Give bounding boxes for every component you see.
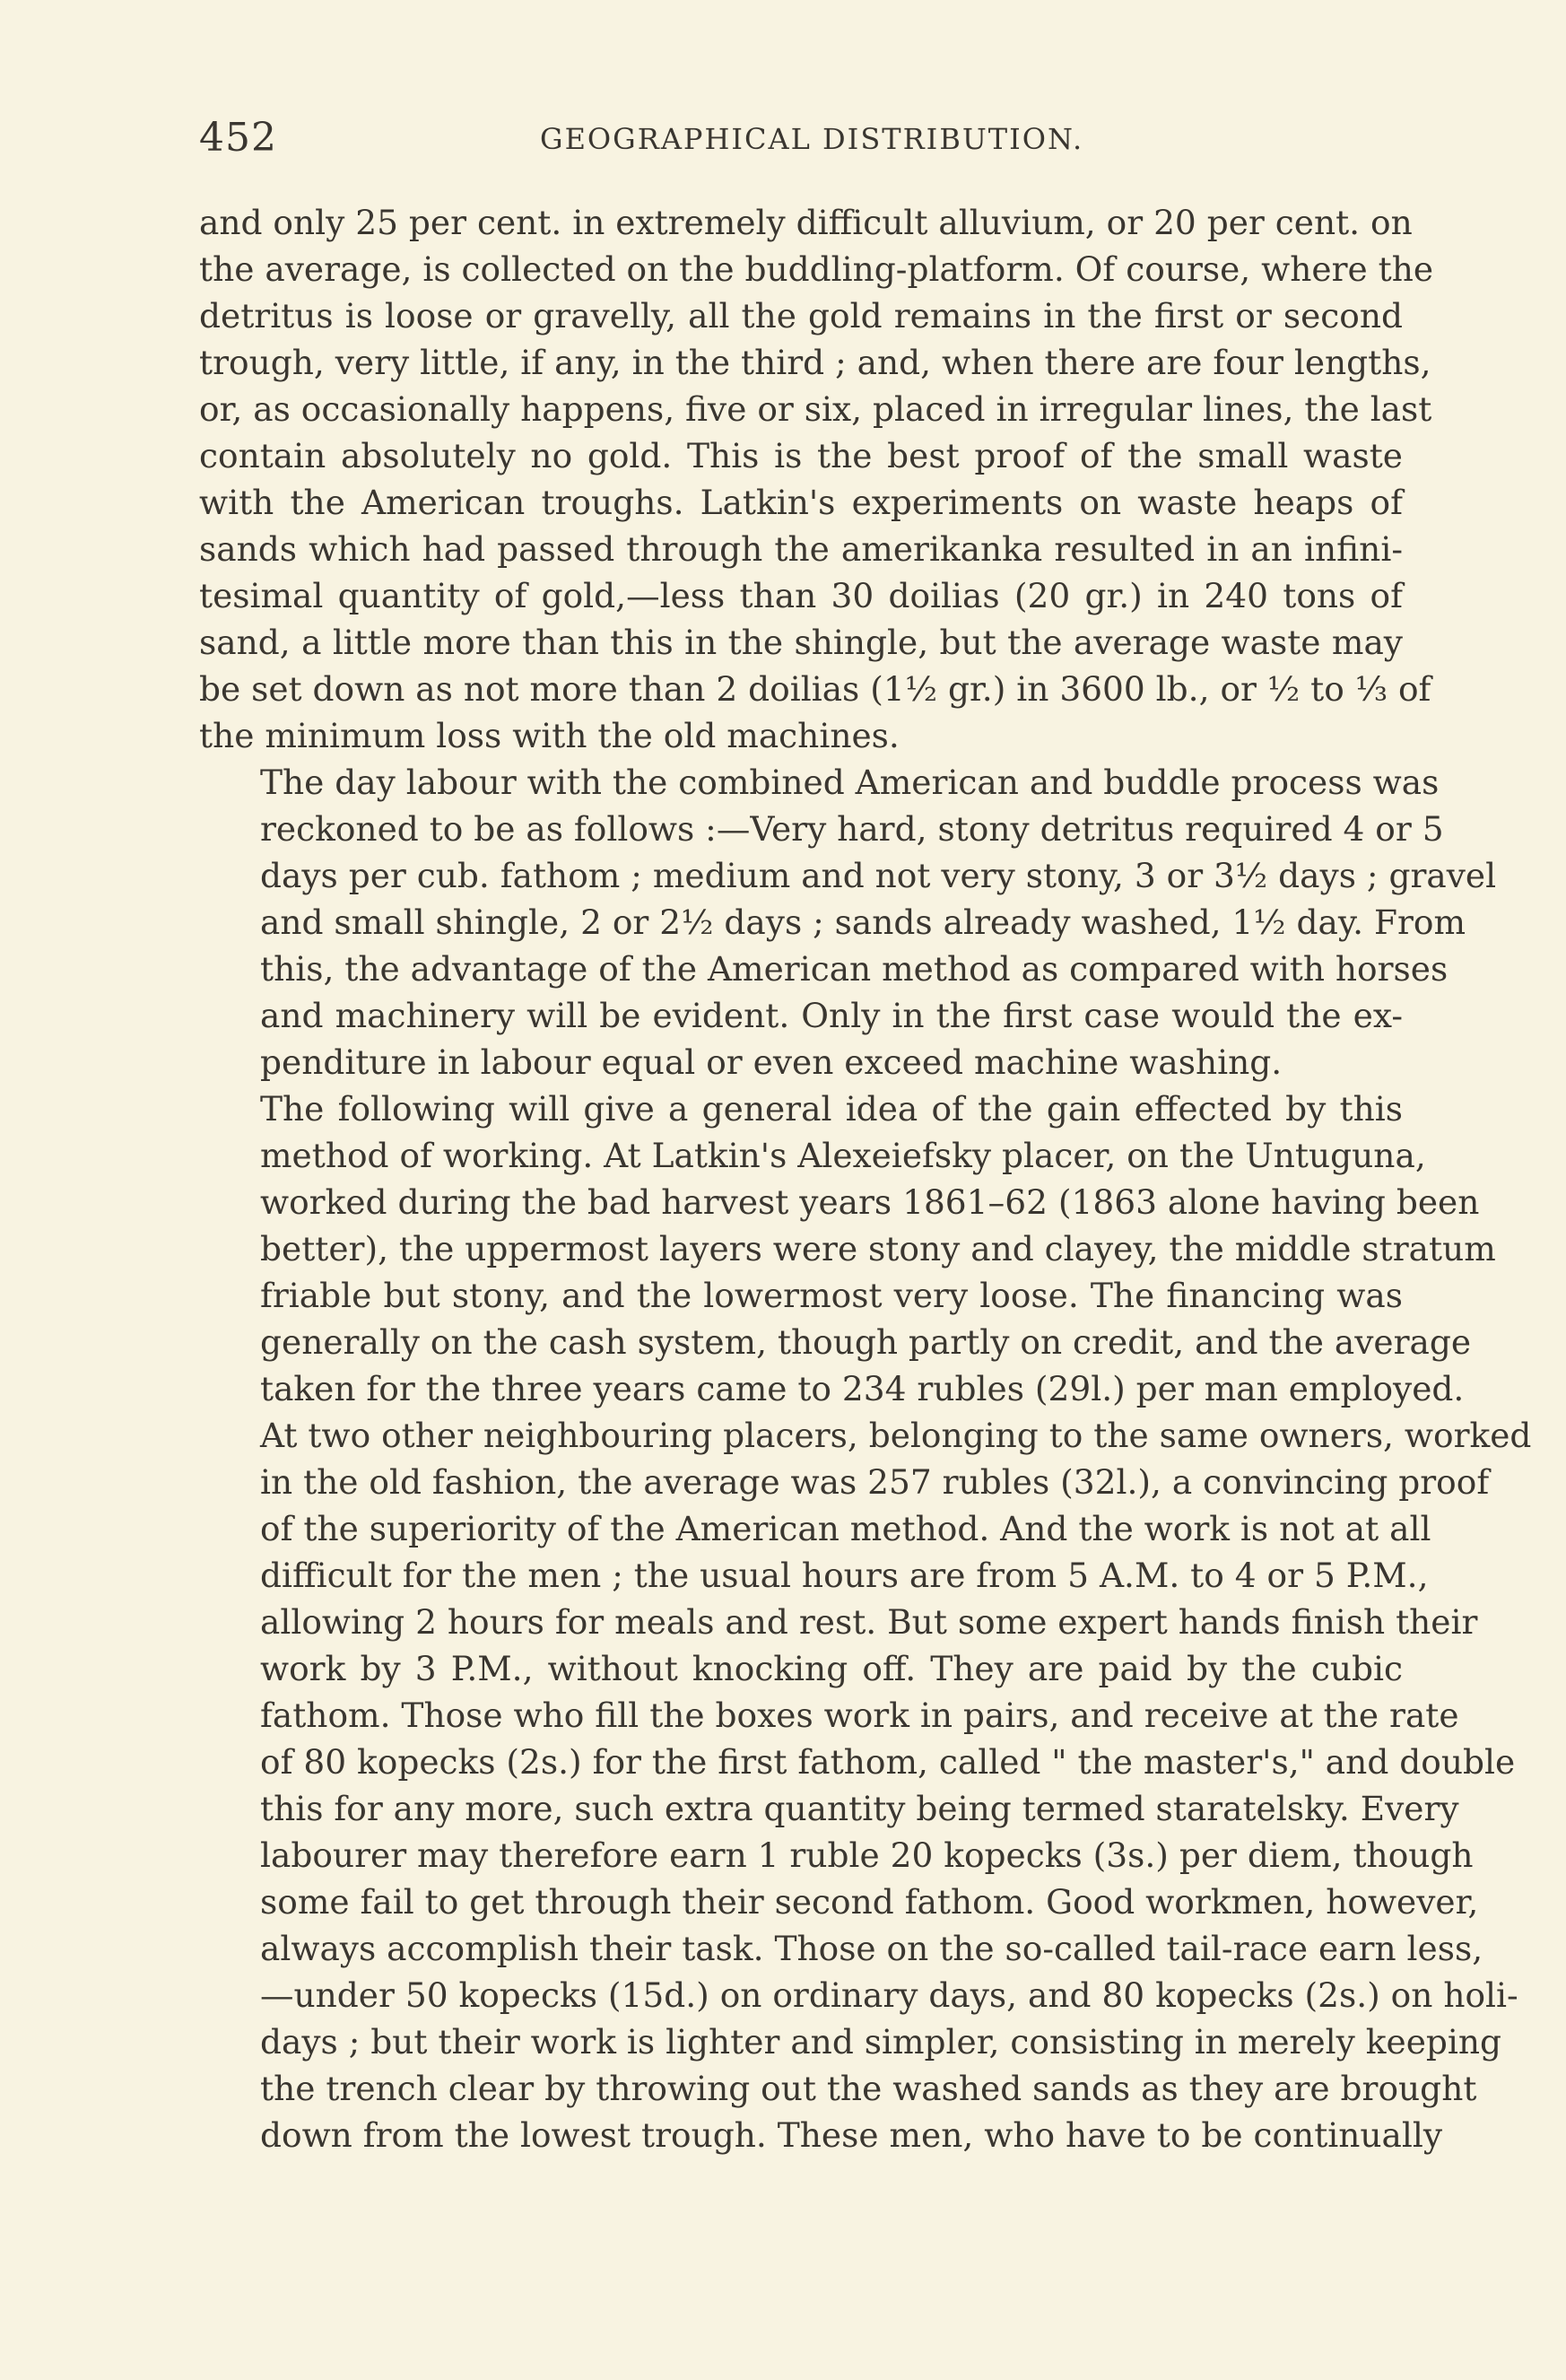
text-line: —under 50 kopecks (15d.) on ordinary days, and 80 kopecks (2s.) on holi- bbox=[260, 1975, 1518, 2015]
text-line: the average, is collected on the buddling-platform. Of course, where the bbox=[199, 249, 1434, 289]
text-line: At two other neighbouring placers, belonging to the same owners, worked bbox=[260, 1416, 1532, 1455]
text-line: contain absolutely no gold. This is the best proof of the small waste bbox=[199, 436, 1403, 475]
paragraph-2 bbox=[199, 759, 1497, 1085]
text-line: in the old fashion, the average was 257 rubles (32l.), a convincing proof bbox=[260, 1462, 1490, 1502]
text-line: of the superiority of the American method. And the work is not at all bbox=[260, 1509, 1431, 1548]
text-line: sand, a little more than this in the shingle, but the average waste may bbox=[199, 623, 1403, 662]
text-line: always accomplish their task. Those on the so-called tail-race earn less, bbox=[260, 1929, 1483, 1968]
text-line: with the American troughs. Latkin's experiments on waste heaps of bbox=[199, 483, 1403, 522]
text-line: tesimal quantity of gold,—less than 30 doilias (20 gr.) in 240 tons of bbox=[199, 576, 1403, 615]
text-line: the minimum loss with the old machines. bbox=[199, 716, 900, 755]
text-line: be set down as not more than 2 doilias (1½ gr.) in 3600 lb., or ½ to ⅓ of bbox=[199, 669, 1431, 709]
text-line: difficult for the men ; the usual hours are from 5 A.M. to 4 or 5 P.M., bbox=[260, 1556, 1429, 1595]
text-line: The following will give a general idea of the gain effected by this bbox=[260, 1089, 1403, 1129]
text-line: worked during the bad harvest years 1861–62 (1863 alone having been bbox=[260, 1182, 1480, 1222]
text-line: labourer may therefore earn 1 ruble 20 kopecks (3s.) per diem, though bbox=[260, 1835, 1474, 1875]
text-line: and small shingle, 2 or 2½ days ; sands already washed, 1½ day. From bbox=[260, 902, 1466, 942]
text-line: reckoned to be as follows :—Very hard, stony detritus required 4 or 5 bbox=[260, 809, 1444, 849]
text-line: work by 3 P.M., without knocking off. They are paid by the cubic bbox=[260, 1649, 1403, 1688]
paragraph-3 bbox=[199, 1085, 1532, 2158]
text-line: allowing 2 hours for meals and rest. But some expert hands finish their bbox=[260, 1602, 1478, 1642]
text-line: the trench clear by throwing out the washed sands as they are brought bbox=[260, 2069, 1477, 2108]
text-line: sands which had passed through the amerikanka resulted in an infini- bbox=[199, 529, 1403, 569]
text-line: taken for the three years came to 234 rubles (29l.) per man employed. bbox=[260, 1369, 1465, 1408]
text-line: days ; but their work is lighter and simpler, consisting in merely keeping bbox=[260, 2022, 1502, 2062]
running-head: GEOGRAPHICAL DISTRIBUTION. bbox=[540, 122, 1084, 156]
text-line: The day labour with the combined American and buddle process was bbox=[260, 763, 1440, 802]
text-line: or, as occasionally happens, five or six, placed in irregular lines, the last bbox=[199, 389, 1432, 429]
text-line: fathom. Those who fill the boxes work in pairs, and receive at the rate bbox=[260, 1696, 1459, 1735]
text-line: and only 25 per cent. in extremely difficult alluvium, or 20 per cent. on bbox=[199, 203, 1413, 242]
text-line: some fail to get through their second fathom. Good workmen, however, bbox=[260, 1882, 1479, 1922]
text-line: better), the uppermost layers were stony and clayey, the middle stratum bbox=[260, 1229, 1496, 1268]
text-line: this for any more, such extra quantity being termed staratelsky. Every bbox=[260, 1789, 1459, 1828]
body-text bbox=[199, 199, 1532, 2158]
text-line: penditure in labour equal or even exceed machine washing. bbox=[260, 1042, 1283, 1082]
text-line: down from the lowest trough. These men, who have to be continually bbox=[260, 2115, 1443, 2155]
page-header bbox=[199, 115, 1401, 169]
text-line: and machinery will be evident. Only in the first case would the ex- bbox=[260, 996, 1403, 1035]
text-line: trough, very little, if any, in the third ; and, when there are four lengths, bbox=[199, 343, 1431, 382]
text-line: days per cub. fathom ; medium and not very stony, 3 or 3½ days ; gravel bbox=[260, 856, 1497, 895]
text-line: method of working. At Latkin's Alexeiefsky placer, on the Untuguna, bbox=[260, 1136, 1426, 1175]
text-line: of 80 kopecks (2s.) for the first fathom, called " the master's," and double bbox=[260, 1742, 1516, 1782]
text-line: generally on the cash system, though partly on credit, and the average bbox=[260, 1322, 1472, 1362]
text-line: friable but stony, and the lowermost very loose. The financing was bbox=[260, 1276, 1403, 1315]
text-line: detritus is loose or gravelly, all the gold remains in the first or second bbox=[199, 296, 1403, 336]
text-line: this, the advantage of the American method as compared with horses bbox=[260, 949, 1449, 989]
page-number: 452 bbox=[199, 115, 277, 161]
paragraph-1 bbox=[199, 199, 1434, 759]
